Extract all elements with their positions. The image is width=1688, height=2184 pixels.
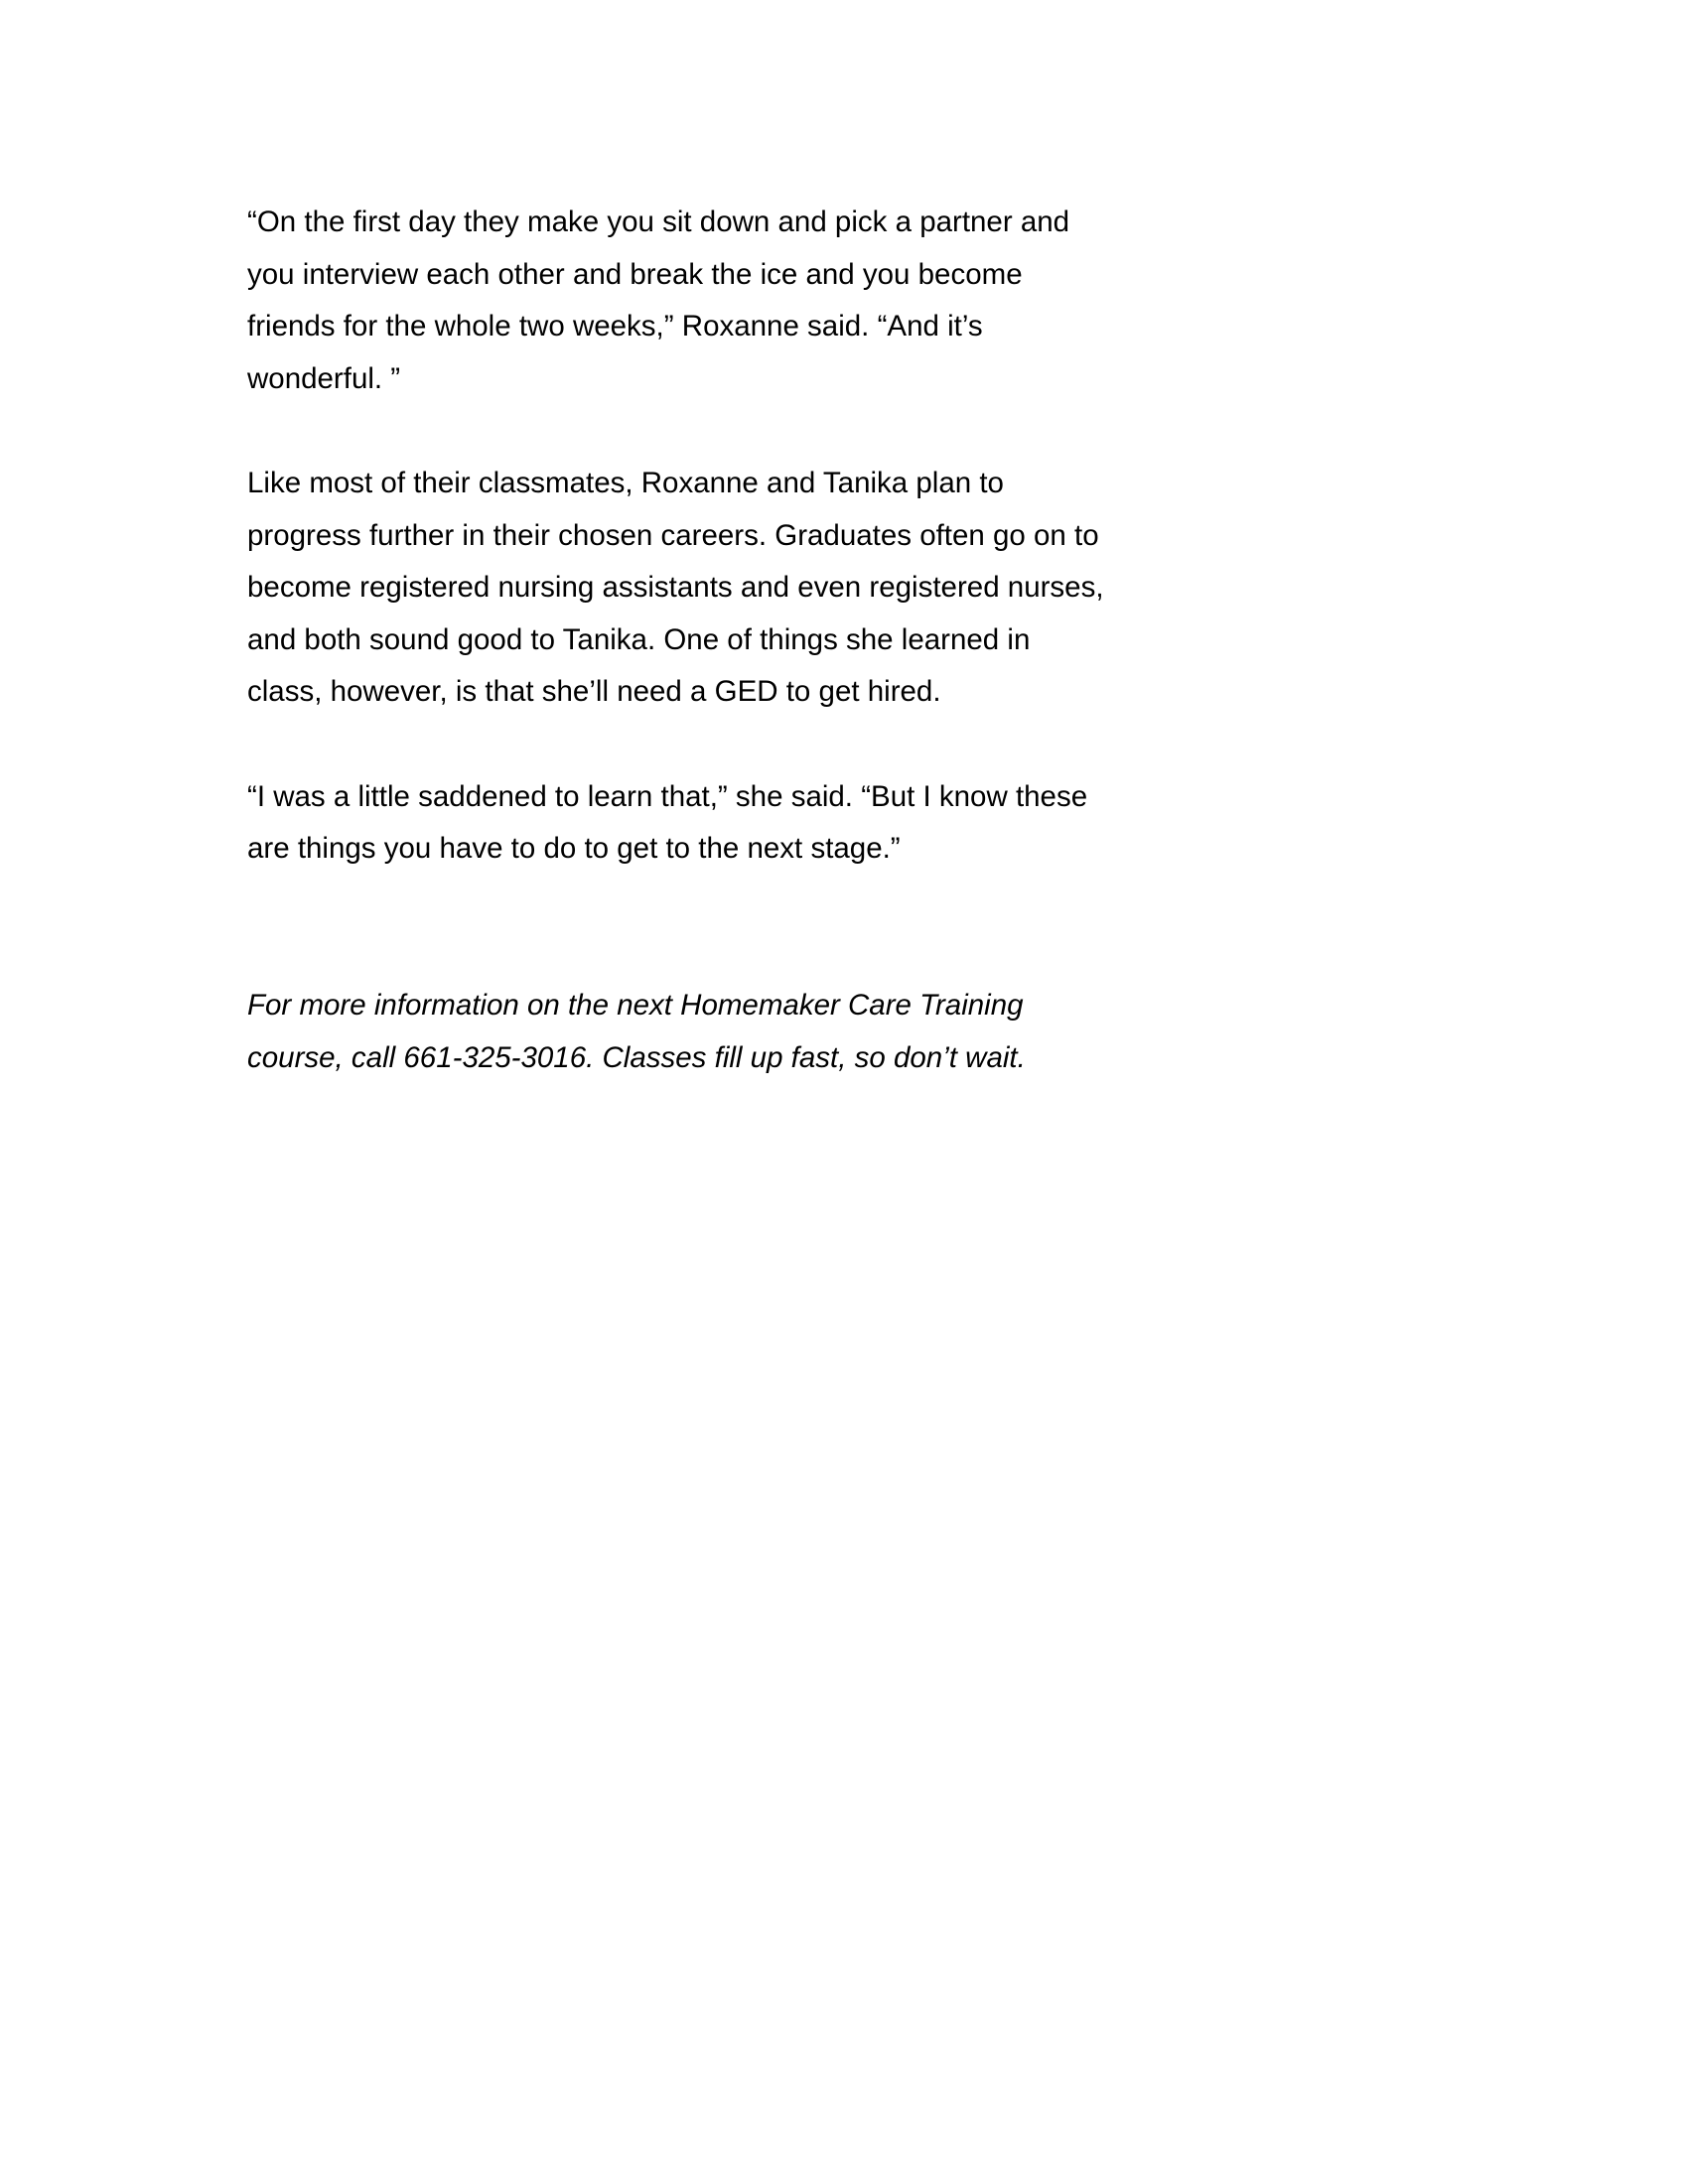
text-line: “I was a little saddened to learn that,” she said. “But I know these [247,779,1088,813]
blank-spacer [247,927,1141,980]
text-line: you interview each other and break the ice and you become [247,257,1023,291]
text-line: Like most of their classmates, Roxanne and Tanika plan to [247,466,1004,499]
text-line: and both sound good to Tanika. One of things she learned in [247,622,1031,656]
paragraph-quote-first-day [247,197,1141,405]
text-line: course, call 661-325-3016. Classes fill up fast, so don’t wait. [247,1040,1026,1074]
text-line: are things you have to do to get to the next stage.” [247,832,901,866]
text-line: friends for the whole two weeks,” Roxanne said. “And it’s [247,310,983,343]
paragraph-careers [247,458,1141,719]
text-line: “On the first day they make you sit down and pick a partner and [247,205,1070,238]
text-line: For more information on the next Homemaker Care Training [247,988,1024,1022]
paragraph-quote-saddened [247,771,1141,876]
text-line: progress further in their chosen careers. Graduates often go on to [247,518,1099,552]
text-line: become registered nursing assistants and even registered nurses, [247,571,1104,605]
text-line: class, however, is that she’ll need a GED to get hired. [247,675,941,709]
text-line: wonderful. ” [247,361,401,395]
article-body [247,197,1141,1137]
info-note [247,980,1141,1084]
